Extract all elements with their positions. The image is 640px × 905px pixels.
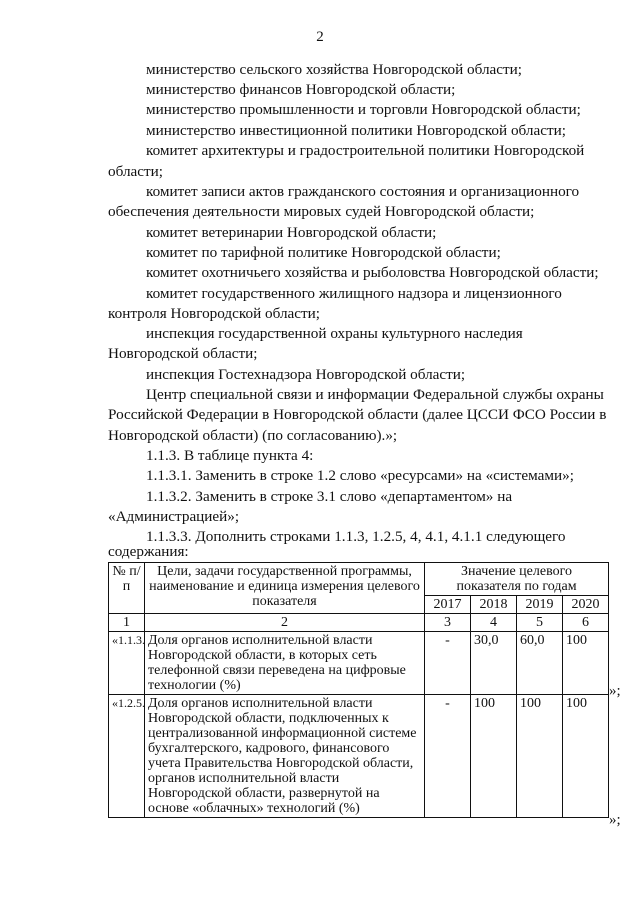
- paragraph-1-1-3-3: 1.1.3.3. Дополнить строками 1.1.3, 1.2.5, 4, 4.1, 4.1.1 следующего: [146, 528, 566, 545]
- paragraph-ministry-investment: министерство инвестиционной политики Новгородской области;: [146, 122, 566, 139]
- row-num: «1.1.3.: [109, 632, 145, 695]
- paragraph-center-special-comm-3: Новгородской области) (по согласованию).»;: [108, 427, 398, 444]
- paragraph-center-special-comm-2: Российской Федерации в Новгородской области (далее ЦССИ ФСО России в: [108, 406, 607, 423]
- indicator-table: [108, 562, 609, 818]
- row-value-2017: -: [425, 632, 471, 695]
- paragraph-committee-hunting: комитет охотничьего хозяйства и рыболовства Новгородской области;: [146, 264, 599, 281]
- paragraph-1-1-3-2-cont: «Администрацией»;: [108, 508, 240, 525]
- row-value-2018: 100: [471, 695, 517, 818]
- table-row: [109, 695, 609, 818]
- table-header-row: [109, 563, 609, 596]
- header-goal: Цели, задачи государственной программы, наименование и единица измерения целевого показателя: [145, 563, 425, 614]
- header-year-2020: 2020: [563, 596, 609, 614]
- paragraph-committee-architecture: комитет архитектуры и градостроительной политики Новгородской: [146, 142, 585, 159]
- index-cell: 1: [109, 614, 145, 632]
- paragraph-1-1-3: 1.1.3. В таблице пункта 4:: [146, 447, 314, 464]
- paragraph-committee-housing: комитет государственного жилищного надзора и лицензионного: [146, 285, 562, 302]
- row-text: Доля органов исполнительной власти Новгородской области, в которых сеть телефонной связи переведена на цифровые технологии (%): [145, 632, 425, 695]
- table-index-row: [109, 614, 609, 632]
- paragraph-inspection-heritage-cont: Новгородской области;: [108, 345, 258, 362]
- row-value-2018: 30,0: [471, 632, 517, 695]
- paragraph-ministry-finance: министерство финансов Новгородской области;: [146, 81, 456, 98]
- paragraph-1-1-3-3-cont: содержания:: [108, 543, 189, 560]
- header-num: № п/п: [109, 563, 145, 614]
- row-text: Доля органов исполнительной власти Новгородской области, подключенных к централизованной информационной системе бухгалтерского, кадрового, финансового учета Правительства Новгородской области, органов исполнительной власти Новгородской области, развернутой на основе «облачных» технологий (%): [145, 695, 425, 818]
- header-value: Значение целевого показателя по годам: [425, 563, 609, 596]
- row-value-2019: 60,0: [517, 632, 563, 695]
- row-value-2017: -: [425, 695, 471, 818]
- paragraph-committee-architecture-cont: области;: [108, 163, 163, 180]
- row-closing-quote: »;: [609, 683, 621, 699]
- row-value-2020: 100: [563, 695, 609, 818]
- header-year-2017: 2017: [425, 596, 471, 614]
- paragraph-committee-veterinary: комитет ветеринарии Новгородской области;: [146, 224, 437, 241]
- row-closing-quote: »;: [609, 812, 621, 828]
- paragraph-1-1-3-1: 1.1.3.1. Заменить в строке 1.2 слово «ресурсами» на «системами»;: [146, 467, 574, 484]
- row-num: «1.2.5.: [109, 695, 145, 818]
- header-year-2018: 2018: [471, 596, 517, 614]
- paragraph-committee-housing-cont: контроля Новгородской области;: [108, 305, 321, 322]
- row-value-2019: 100: [517, 695, 563, 818]
- index-cell: 4: [471, 614, 517, 632]
- page-number: 2: [316, 29, 324, 45]
- index-cell: 6: [563, 614, 609, 632]
- paragraph-committee-registry: комитет записи актов гражданского состояния и организационного: [146, 183, 580, 200]
- paragraph-committee-tariff: комитет по тарифной политике Новгородской области;: [146, 244, 501, 261]
- paragraph-1-1-3-2: 1.1.3.2. Заменить в строке 3.1 слово «департаментом» на: [146, 488, 513, 505]
- index-cell: 3: [425, 614, 471, 632]
- header-year-2019: 2019: [517, 596, 563, 614]
- paragraph-committee-registry-cont: обеспечения деятельности мировых судей Новгородской области;: [108, 203, 535, 220]
- index-cell: 5: [517, 614, 563, 632]
- paragraph-ministry-agriculture: министерство сельского хозяйства Новгородской области;: [146, 61, 523, 78]
- index-cell: 2: [145, 614, 425, 632]
- paragraph-center-special-comm: Центр специальной связи и информации Федеральной службы охраны: [146, 386, 604, 403]
- table-row: [109, 632, 609, 695]
- paragraph-ministry-industry: министерство промышленности и торговли Новгородской области;: [146, 101, 581, 118]
- paragraph-inspection-gostekhnadzor: инспекция Гостехнадзора Новгородской области;: [146, 366, 466, 383]
- row-value-2020: 100: [563, 632, 609, 695]
- paragraph-inspection-heritage: инспекция государственной охраны культурного наследия: [146, 325, 523, 342]
